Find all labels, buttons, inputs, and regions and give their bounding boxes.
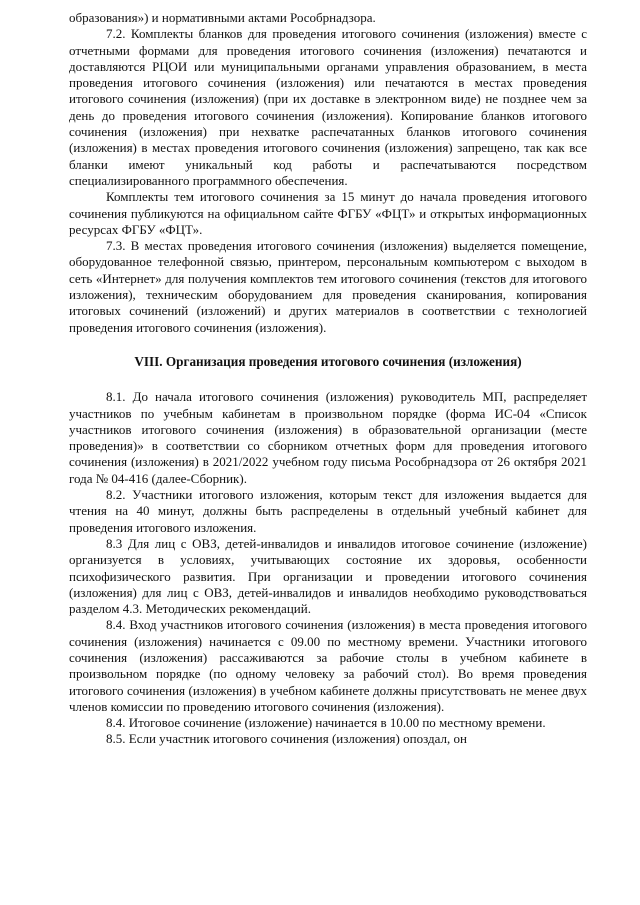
paragraph-8-2: 8.2. Участники итогового изложения, которым текст для изложения выдается для чтения на 40 минут, должны быть распределены в отдельный учебный кабинет для проведения итогового изложения. xyxy=(69,487,587,535)
document-body xyxy=(69,10,587,748)
paragraph-continuation: образования») и нормативными актами Рособрнадзора. xyxy=(69,10,376,25)
paragraph-8-4-entry: 8.4. Вход участников итогового сочинения (изложения) в места проведения итогового сочинения (изложения) начинается с 09.00 по местному времени. Участники итогового сочинения (изложения) рассаживаются за рабочие столы в учебном кабинете в произвольном порядке (по одному человеку за рабочий стол). Во время проведения итогового сочинения (изложения) в учебном кабинете должны присутствовать не менее двух членов комиссии по проведению итогового сочинения (изложения). xyxy=(69,617,587,714)
paragraph-8-1: 8.1. До начала итогового сочинения (изложения) руководитель МП, распределяет участников по учебным кабинетам в произвольном порядке (форма ИС-04 «Список участников итогового сочинения (изложения) в образовательной организации (месте проведения)» в соответствии со сборником отчетных форм для проведения итогового сочинения (изложения) в 2021/2022 учебном году письма Рособрнадзора от 26 октября 2021 года № 04-416 (далее-Сборник). xyxy=(69,389,587,486)
paragraph-7-3: 7.3. В местах проведения итогового сочинения (изложения) выделяется помещение, оборудованное телефонной связью, принтером, персональным компьютером с выходом в сеть «Интернет» для получения комплектов тем итогового сочинения (текстов для итогового изложения), техническим оборудованием для проведения сканирования, копирования итоговых сочинений (изложений) и других материалов в соответствии с технологией проведения итогового сочинения (изложения). xyxy=(69,238,587,335)
paragraph-8-3: 8.3 Для лиц с ОВЗ, детей-инвалидов и инвалидов итоговое сочинение (изложение) организуется в условиях, учитывающих состояние их здоровья, особенности психофизического развития. При организации и проведении итогового сочинения (изложения) для лиц с ОВЗ, детей-инвалидов и инвалидов необходимо руководствоваться разделом 4.3. Методических рекомендаций. xyxy=(69,535,587,617)
section-heading: VIII. Организация проведения итогового сочинения (изложения) xyxy=(134,354,522,370)
paragraph-7-2: 7.2. Комплекты бланков для проведения итогового сочинения (изложения) вместе с отчетными формами для проведения итогового сочинения (изложения) печатаются и доставляются РЦОИ или муниципальными органами управления образованием, в места проведения итогового сочинения (изложения) или печатаются в местах проведения итогового сочинения (изложения) (при их доставке в электронном виде) не позднее чем за день до проведения итогового сочинения (изложения). Копирование бланков итогового сочинения (изложения) при нехватке распечатанных бланков итогового сочинения (изложения) в местах проведения итогового сочинения (изложения) запрещено, так как все бланки имеют уникальный код работы и распечатываются посредством специализированного программного обеспечения. xyxy=(69,26,587,188)
paragraph-8-4-start: 8.4. Итоговое сочинение (изложение) начинается в 10.00 по местному времени. xyxy=(106,715,546,731)
paragraph-topics-publication: Комплекты тем итогового сочинения за 15 минут до начала проведения итогового сочинения публикуются на официальном сайте ФГБУ «ФЦТ» и открытых информационных ресурсах ФГБУ «ФЦТ». xyxy=(69,189,587,237)
paragraph-8-5: 8.5. Если участник итогового сочинения (изложения) опоздал, он xyxy=(106,731,467,747)
